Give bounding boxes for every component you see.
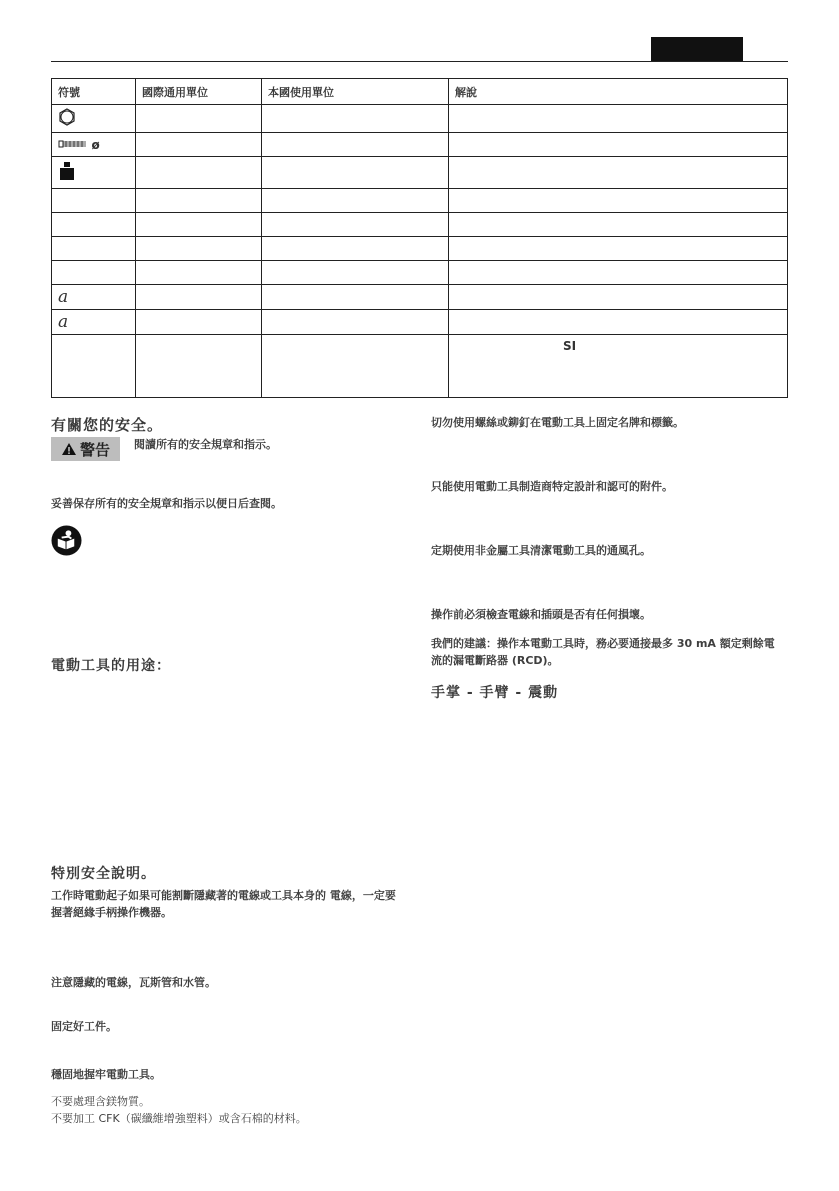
table-row — [52, 261, 788, 285]
symbol-cell: a — [52, 310, 136, 335]
warning-label: 警告 — [79, 440, 110, 459]
header-rule — [51, 61, 788, 62]
hold-tool-text: 穩固地握牢電動工具。 — [51, 1068, 161, 1081]
symbol-cell — [52, 213, 136, 237]
usage-heading: 電動工具的用途： — [51, 658, 171, 674]
table-row — [52, 189, 788, 213]
read-manual-icon — [51, 525, 82, 556]
warning-badge — [51, 437, 120, 461]
table-cell — [262, 237, 449, 261]
table-cell — [136, 133, 262, 157]
table-row — [52, 105, 788, 133]
symbol-cell: a — [52, 285, 136, 310]
header-local-unit: 本國使用單位 — [262, 79, 449, 105]
table-cell — [136, 105, 262, 133]
table-row — [52, 310, 788, 335]
special-safety-text: 工作時電動起子如果可能割斷隱藏著的電線或工具本身的 電線，一定要握著絕緣手柄操作機器。 — [51, 889, 396, 919]
table-cell — [136, 213, 262, 237]
cable-check-text: 操作前必須檢查電線和插頭是否有任何損壞。 — [431, 608, 651, 621]
symbol-cell — [52, 133, 136, 157]
table-cell — [262, 189, 449, 213]
table-cell — [262, 285, 449, 310]
hexagon-nut-icon — [58, 108, 76, 126]
table-cell — [262, 261, 449, 285]
table-row — [52, 237, 788, 261]
drill-bit-diameter-icon — [58, 139, 88, 149]
symbol-cell — [52, 157, 136, 189]
table-cell — [136, 237, 262, 261]
header-symbol: 符號 — [52, 79, 136, 105]
no-cfk-text: 不要加工 CFK（碳纖維增強塑料）或含石棉的材料。 — [51, 1112, 307, 1125]
table-row — [52, 157, 788, 189]
table-cell — [262, 335, 449, 398]
table-cell — [449, 261, 788, 285]
table-cell — [449, 310, 788, 335]
table-cell — [449, 285, 788, 310]
approved-accessories-text: 只能使用電動工具制造商特定設計和認可的附件。 — [431, 480, 673, 493]
table-cell — [449, 213, 788, 237]
table-cell — [262, 157, 449, 189]
weight-icon — [58, 161, 76, 181]
header-international-unit: 國際通用單位 — [136, 79, 262, 105]
symbol-cell — [52, 105, 136, 133]
table-cell — [136, 335, 262, 398]
table-cell — [136, 285, 262, 310]
rcd-recommendation-text: 我們的建議：操作本電動工具時，務必要通接最多 30 mA 額定剩餘電流的漏電斷路器 (RCD)。 — [431, 637, 775, 667]
clean-vents-text: 定期使用非金屬工具清潔電動工具的通風孔。 — [431, 544, 651, 557]
header-tab — [651, 37, 743, 62]
symbol-cell — [52, 335, 136, 398]
no-magnesium-text: 不要處理含鎂物質。 — [51, 1095, 150, 1108]
symbol-cell — [52, 189, 136, 213]
hidden-lines-text: 注意隱藏的電線，瓦斯管和水管。 — [51, 976, 216, 989]
table-cell — [262, 213, 449, 237]
special-safety-heading: 特別安全說明。 — [51, 866, 156, 882]
safety-heading: 有關您的安全。 — [51, 416, 164, 434]
table-cell — [449, 237, 788, 261]
si-note-cell — [449, 335, 788, 398]
table-header-row — [52, 79, 788, 105]
vibration-heading: 手掌 - 手臂 - 震動 — [431, 685, 559, 701]
table-cell — [262, 105, 449, 133]
table-cell — [449, 105, 788, 133]
header-explanation: 解說 — [449, 79, 788, 105]
table-cell — [262, 133, 449, 157]
table-row — [52, 335, 788, 398]
no-screws-text: 切勿使用螺絲或鉚釘在電動工具上固定名牌和標籤。 — [431, 416, 684, 429]
table-cell — [449, 133, 788, 157]
table-cell — [262, 310, 449, 335]
table-cell — [136, 261, 262, 285]
table-row — [52, 133, 788, 157]
table-row — [52, 213, 788, 237]
keep-instructions-text: 妥善保存所有的安全規章和指示以便日后查閱。 — [51, 497, 282, 510]
warning-text: 閱讀所有的安全規章和指示。 — [134, 438, 277, 451]
table-cell — [136, 157, 262, 189]
table-cell — [136, 310, 262, 335]
si-label: SI — [563, 339, 577, 353]
table-cell — [449, 157, 788, 189]
symbol-cell — [52, 237, 136, 261]
symbol-cell — [52, 261, 136, 285]
table-cell — [449, 189, 788, 213]
warning-triangle-icon — [61, 442, 77, 456]
table-cell — [136, 189, 262, 213]
secure-workpiece-text: 固定好工件。 — [51, 1020, 117, 1033]
units-table — [51, 78, 788, 398]
diameter-symbol: ø — [91, 137, 100, 152]
table-row — [52, 285, 788, 310]
